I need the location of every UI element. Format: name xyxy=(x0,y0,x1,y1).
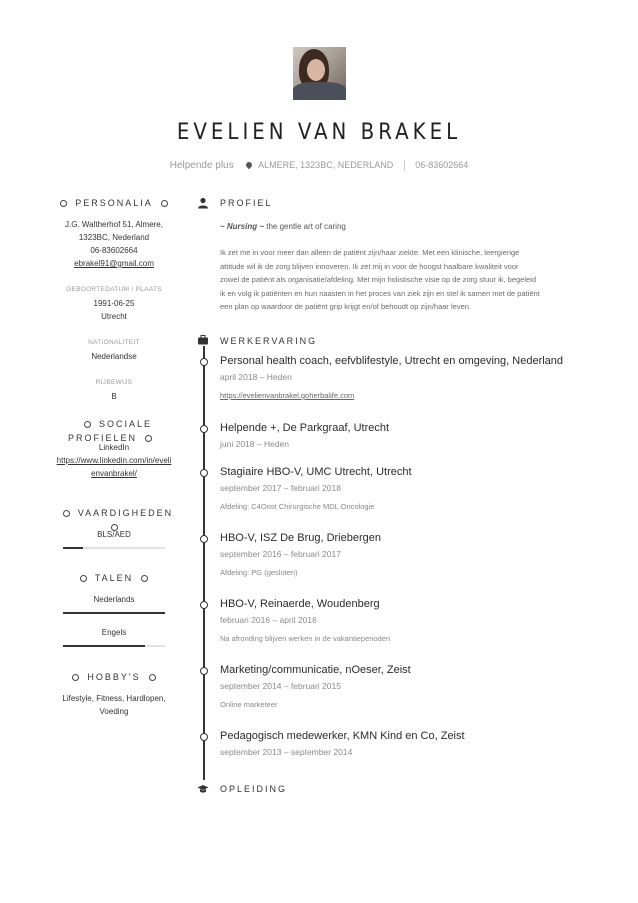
job-note: Afdeling: PG (gesloten) xyxy=(220,568,298,577)
linkedin-link-line1[interactable]: https://www.linkedin.com/in/eveli xyxy=(56,456,172,465)
job-title: HBO-V, Reinaerde, Woudenberg xyxy=(220,598,380,610)
personal-phone: 06-83602664 xyxy=(90,246,138,255)
profile-line: ik en volg ik patiënten en hun naasten in het proces van ziek zijn en stel ik samen met de patiënt xyxy=(220,288,540,298)
nationality: Nederlandse xyxy=(91,352,137,361)
job-title: Personal health coach, eefvblifestyle, Utrecht en omgeving, Nederland xyxy=(220,355,564,367)
skill-name: BLS/AED xyxy=(97,530,131,539)
job-entry xyxy=(220,422,600,449)
skills-heading: VAARDIGHEDEN xyxy=(48,506,180,520)
language-name: Engels xyxy=(101,628,127,637)
header-subline xyxy=(0,160,638,171)
personalia-section xyxy=(48,196,180,403)
license: B xyxy=(111,392,117,401)
location: ALMERE, 1323BC, NEDERLAND xyxy=(258,160,394,170)
social-heading: SOCIALE PROFIELEN xyxy=(67,419,152,443)
job-dates: september 2014 – februari 2015 xyxy=(220,681,341,691)
job-dates: september 2017 – februari 2018 xyxy=(220,483,341,493)
hobbies-section xyxy=(48,670,180,718)
education-heading: OPLEIDING xyxy=(220,784,288,794)
dob: 1991-06-25 xyxy=(93,299,135,308)
phone: 06-83602664 xyxy=(415,160,469,170)
location-pin-icon xyxy=(245,161,253,169)
job-note: Afdeling: C4Oost Chirurgische MDL Oncologie xyxy=(220,502,375,511)
job-title: Helpende plus xyxy=(169,160,234,171)
tagline-prefix: ~ Nursing ~ xyxy=(220,222,265,231)
job-note: Online marketeer xyxy=(220,700,278,709)
job-link[interactable]: https://evelienvanbrakel.goherbalife.com xyxy=(220,391,355,400)
profile-tagline xyxy=(220,222,346,231)
timeline-dot xyxy=(200,667,208,675)
job-entry xyxy=(220,466,600,511)
job-entry xyxy=(220,598,600,643)
job-dates: september 2016 – februari 2017 xyxy=(220,549,341,559)
social-section xyxy=(48,417,180,480)
profile-line: attitude wil ik de zorg blijven innoveren. Ik zet mij in voor de hoogst haalbare kwaliteit voor xyxy=(220,261,519,271)
user-icon xyxy=(197,197,209,209)
job-entry xyxy=(220,730,600,757)
timeline-dot xyxy=(200,469,208,477)
profile-photo xyxy=(293,47,346,100)
license-label: RIJBEWIJS xyxy=(95,379,133,386)
profile-heading: PROFIEL xyxy=(220,198,273,208)
tagline-rest: the gentle art of caring xyxy=(266,222,346,231)
profile-line: een plan op waardoor de patiënt grip krijgt en/of behoudt op zijn/haar leven. xyxy=(220,302,472,311)
job-dates: september 2013 – september 2014 xyxy=(220,747,353,757)
address-line-2: 1323BC, Nederland xyxy=(78,233,150,242)
profile-line: Ik zet me in voor meer dan alleen de patiënt zijn/haar ziekte. Met een klinische, leergierige xyxy=(220,248,520,257)
hobbies-heading: HOBBY'S xyxy=(48,670,180,684)
timeline-dot xyxy=(200,733,208,741)
experience-heading: WERKERVARING xyxy=(220,336,318,346)
graduation-cap-icon xyxy=(197,783,209,795)
skill-level-bar xyxy=(63,547,165,549)
social-network: LinkedIn xyxy=(98,443,130,452)
timeline-dot xyxy=(200,358,208,366)
nationality-label: NATIONALITEIT xyxy=(88,339,140,346)
dob-label: GEBOORTEDATUM / PLAATS xyxy=(66,286,162,293)
job-title: Marketing/communicatie, nOeser, Zeist xyxy=(220,664,411,676)
profile-line: zowel de patiënt als organisatie/afdeling. Met mijn holistische visie op de zorg stuur ik, begeleid xyxy=(220,275,537,284)
job-title: Helpende +, De Parkgraaf, Utrecht xyxy=(220,422,390,434)
profile-text xyxy=(220,246,588,314)
job-entry xyxy=(220,664,600,709)
job-title: HBO-V, ISZ De Brug, Driebergen xyxy=(220,532,381,544)
timeline-dot xyxy=(200,535,208,543)
job-dates: juni 2018 – Heden xyxy=(220,439,290,449)
language-name: Nederlands xyxy=(93,595,135,604)
hobbies-line-2: Voeding xyxy=(99,707,129,716)
job-title: Stagiaire HBO-V, UMC Utrecht, Utrecht xyxy=(220,466,412,478)
candidate-name: EVELIEN VAN BRAKEL xyxy=(176,120,462,145)
linkedin-link-line2[interactable]: envanbrakel/ xyxy=(91,469,137,478)
languages-heading: TALEN xyxy=(48,571,180,585)
address-line-1: J.G. Waltherhof 51, Almere, xyxy=(65,220,163,229)
language-level-bar xyxy=(63,612,165,614)
experience-timeline xyxy=(203,346,205,780)
timeline-dot xyxy=(200,601,208,609)
email-link[interactable]: ebrakel91@gmail.com xyxy=(74,259,154,268)
job-note: Na afronding blijven werken in de vakantieperioden xyxy=(220,634,391,643)
skills-section xyxy=(48,506,180,549)
job-entry xyxy=(220,532,600,577)
timeline-dot xyxy=(200,425,208,433)
job-entry xyxy=(220,355,600,400)
divider xyxy=(404,160,405,171)
language-level-bar xyxy=(63,645,165,647)
personalia-heading: PERSONALIA xyxy=(48,196,180,210)
job-dates: april 2018 – Heden xyxy=(220,372,292,382)
job-dates: februari 2016 – april 2016 xyxy=(220,615,317,625)
birthplace: Utrecht xyxy=(101,312,127,321)
hobbies-line-1: Lifestyle, Fitness, Hardlopen, xyxy=(62,694,166,703)
languages-section xyxy=(48,571,180,647)
briefcase-icon xyxy=(197,334,209,346)
job-title: Pedagogisch medewerker, KMN Kind en Co, Zeist xyxy=(220,730,465,742)
